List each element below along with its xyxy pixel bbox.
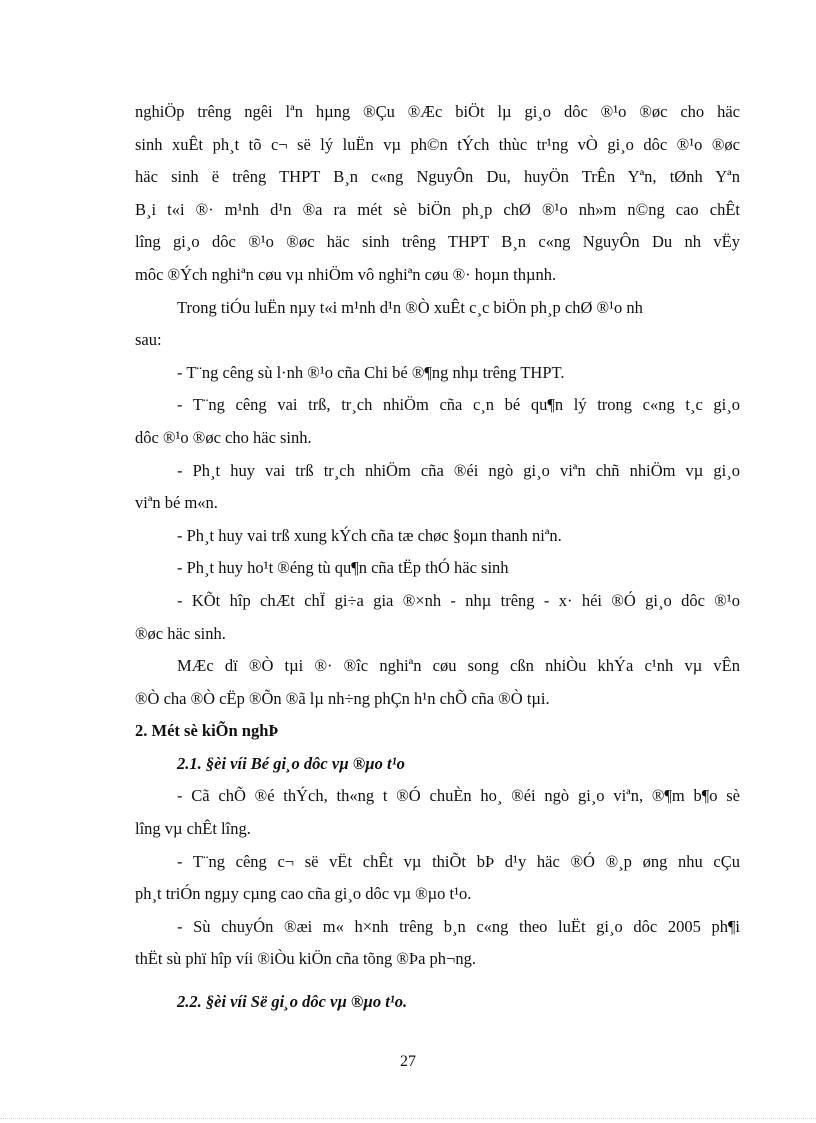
text-line: B¸i t«i ®· m¹nh d¹n ®a ra mét sè biÖn ph¸p chØ ®¹o nh»m n©ng cao chÊt (135, 199, 740, 219)
text-line: häc sinh ë trêng THPT B¸n c«ng NguyÔn Du, huyÖn TrÊn Yªn, tØnh Yªn (135, 167, 740, 187)
page-body (135, 96, 740, 1019)
bullet-item: - Ph¸t huy vai trß tr¸ch nhiÖm cña ®éi ngò gi¸o viªn chñ nhiÖm vµ gi¸o (177, 460, 740, 480)
bullet-item: - Ph¸t huy vai trß xung kÝch cña tæ chøc §oµn thanh niªn. (177, 525, 562, 545)
bullet-item: - T¨ng cêng sù l·nh ®¹o cña Chi bé ®¶ng nhµ trêng THPT. (177, 362, 565, 382)
bullet-item: - Ph¸t huy ho¹t ®éng tù qu¶n cña tËp thÓ häc sinh (177, 558, 509, 578)
text-line: môc ®Ých nghiªn cøu vµ nhiÖm vô nghiªn cøu ®· hoµn thµnh. (135, 264, 557, 284)
text-line: sau: (135, 330, 162, 350)
text-line: lîng gi¸o dôc ®¹o ®øc häc sinh trêng THPT B¸n c«ng NguyÔn Du nh vËy (135, 232, 740, 252)
text-line: nghiÖp trêng ngêi lªn hµng ®Çu ®Æc biÖt lµ gi¸o dôc ®¹o ®øc cho häc (135, 102, 740, 121)
bullet-item: - KÕt hîp chÆt chÏ gi÷a gia ®×nh - nhµ trêng - x· héi ®Ó gi¸o dôc ®¹o (177, 590, 740, 610)
subsection-heading: 2.1. §èi víi Bé gi¸o dôc vµ ®µo t¹o (177, 753, 405, 773)
bullet-item: - Cã chÕ ®é thÝch, th«ng t ®Ó chuÈn ho¸ ®éi ngò gi¸o viªn, ®¶m b¶o sè (177, 786, 740, 806)
text-line: lîng vµ chÊt lîng. (135, 819, 251, 839)
page-number: 27 (400, 1053, 416, 1070)
section-heading: 2. Mét sè kiÕn nghÞ (135, 721, 279, 741)
text-line: viªn bé m«n. (135, 493, 218, 513)
footer-divider (0, 1118, 816, 1119)
text-line: ph¸t triÓn ngµy cµng cao cña gi¸o dôc vµ ®µo t¹o. (135, 884, 472, 904)
bullet-item: - T¨ng cêng c¬ së vËt chÊt vµ thiÕt bÞ d¹y häc ®Ó ®¸p øng nhu cÇu (177, 851, 740, 871)
text-line: ®Ò cha ®Ò cËp ®Õn ®ã lµ nh÷ng phÇn h¹n chÕ cña ®Ò tµi. (135, 688, 550, 708)
text-line: MÆc dï ®Ò tµi ®· ®îc nghiªn cøu song cßn nhiÒu khÝa c¹nh vµ vÊn (177, 656, 740, 676)
text-line: ®øc häc sinh. (135, 623, 226, 643)
bullet-item: - T¨ng cêng vai trß, tr¸ch nhiÖm cña c¸n bé qu¶n lý trong c«ng t¸c gi¸o (177, 395, 740, 415)
bullet-item: - Sù chuyÓn ®æi m« h×nh trêng b¸n c«ng theo luËt gi¸o dôc 2005 ph¶i (177, 916, 740, 936)
subsection-heading: 2.2. §èi víi Së gi¸o dôc vµ ®µo t¹o. (177, 992, 408, 1012)
text-line: Trong tiÓu luËn nµy t«i m¹nh d¹n ®Ò xuÊt c¸c biÖn ph¸p chØ ®¹o nh (177, 297, 643, 317)
text-line: dôc ®¹o ®øc cho häc sinh. (135, 427, 312, 447)
text-line: thËt sù phï hîp víi ®iÒu kiÖn cña tõng ®Þa ph¬ng. (135, 949, 476, 969)
text-line: sinh xuÊt ph¸t tõ c¬ së lý luËn vµ ph©n tÝch thùc tr¹ng vÒ gi¸o dôc ®¹o ®øc (135, 134, 740, 154)
